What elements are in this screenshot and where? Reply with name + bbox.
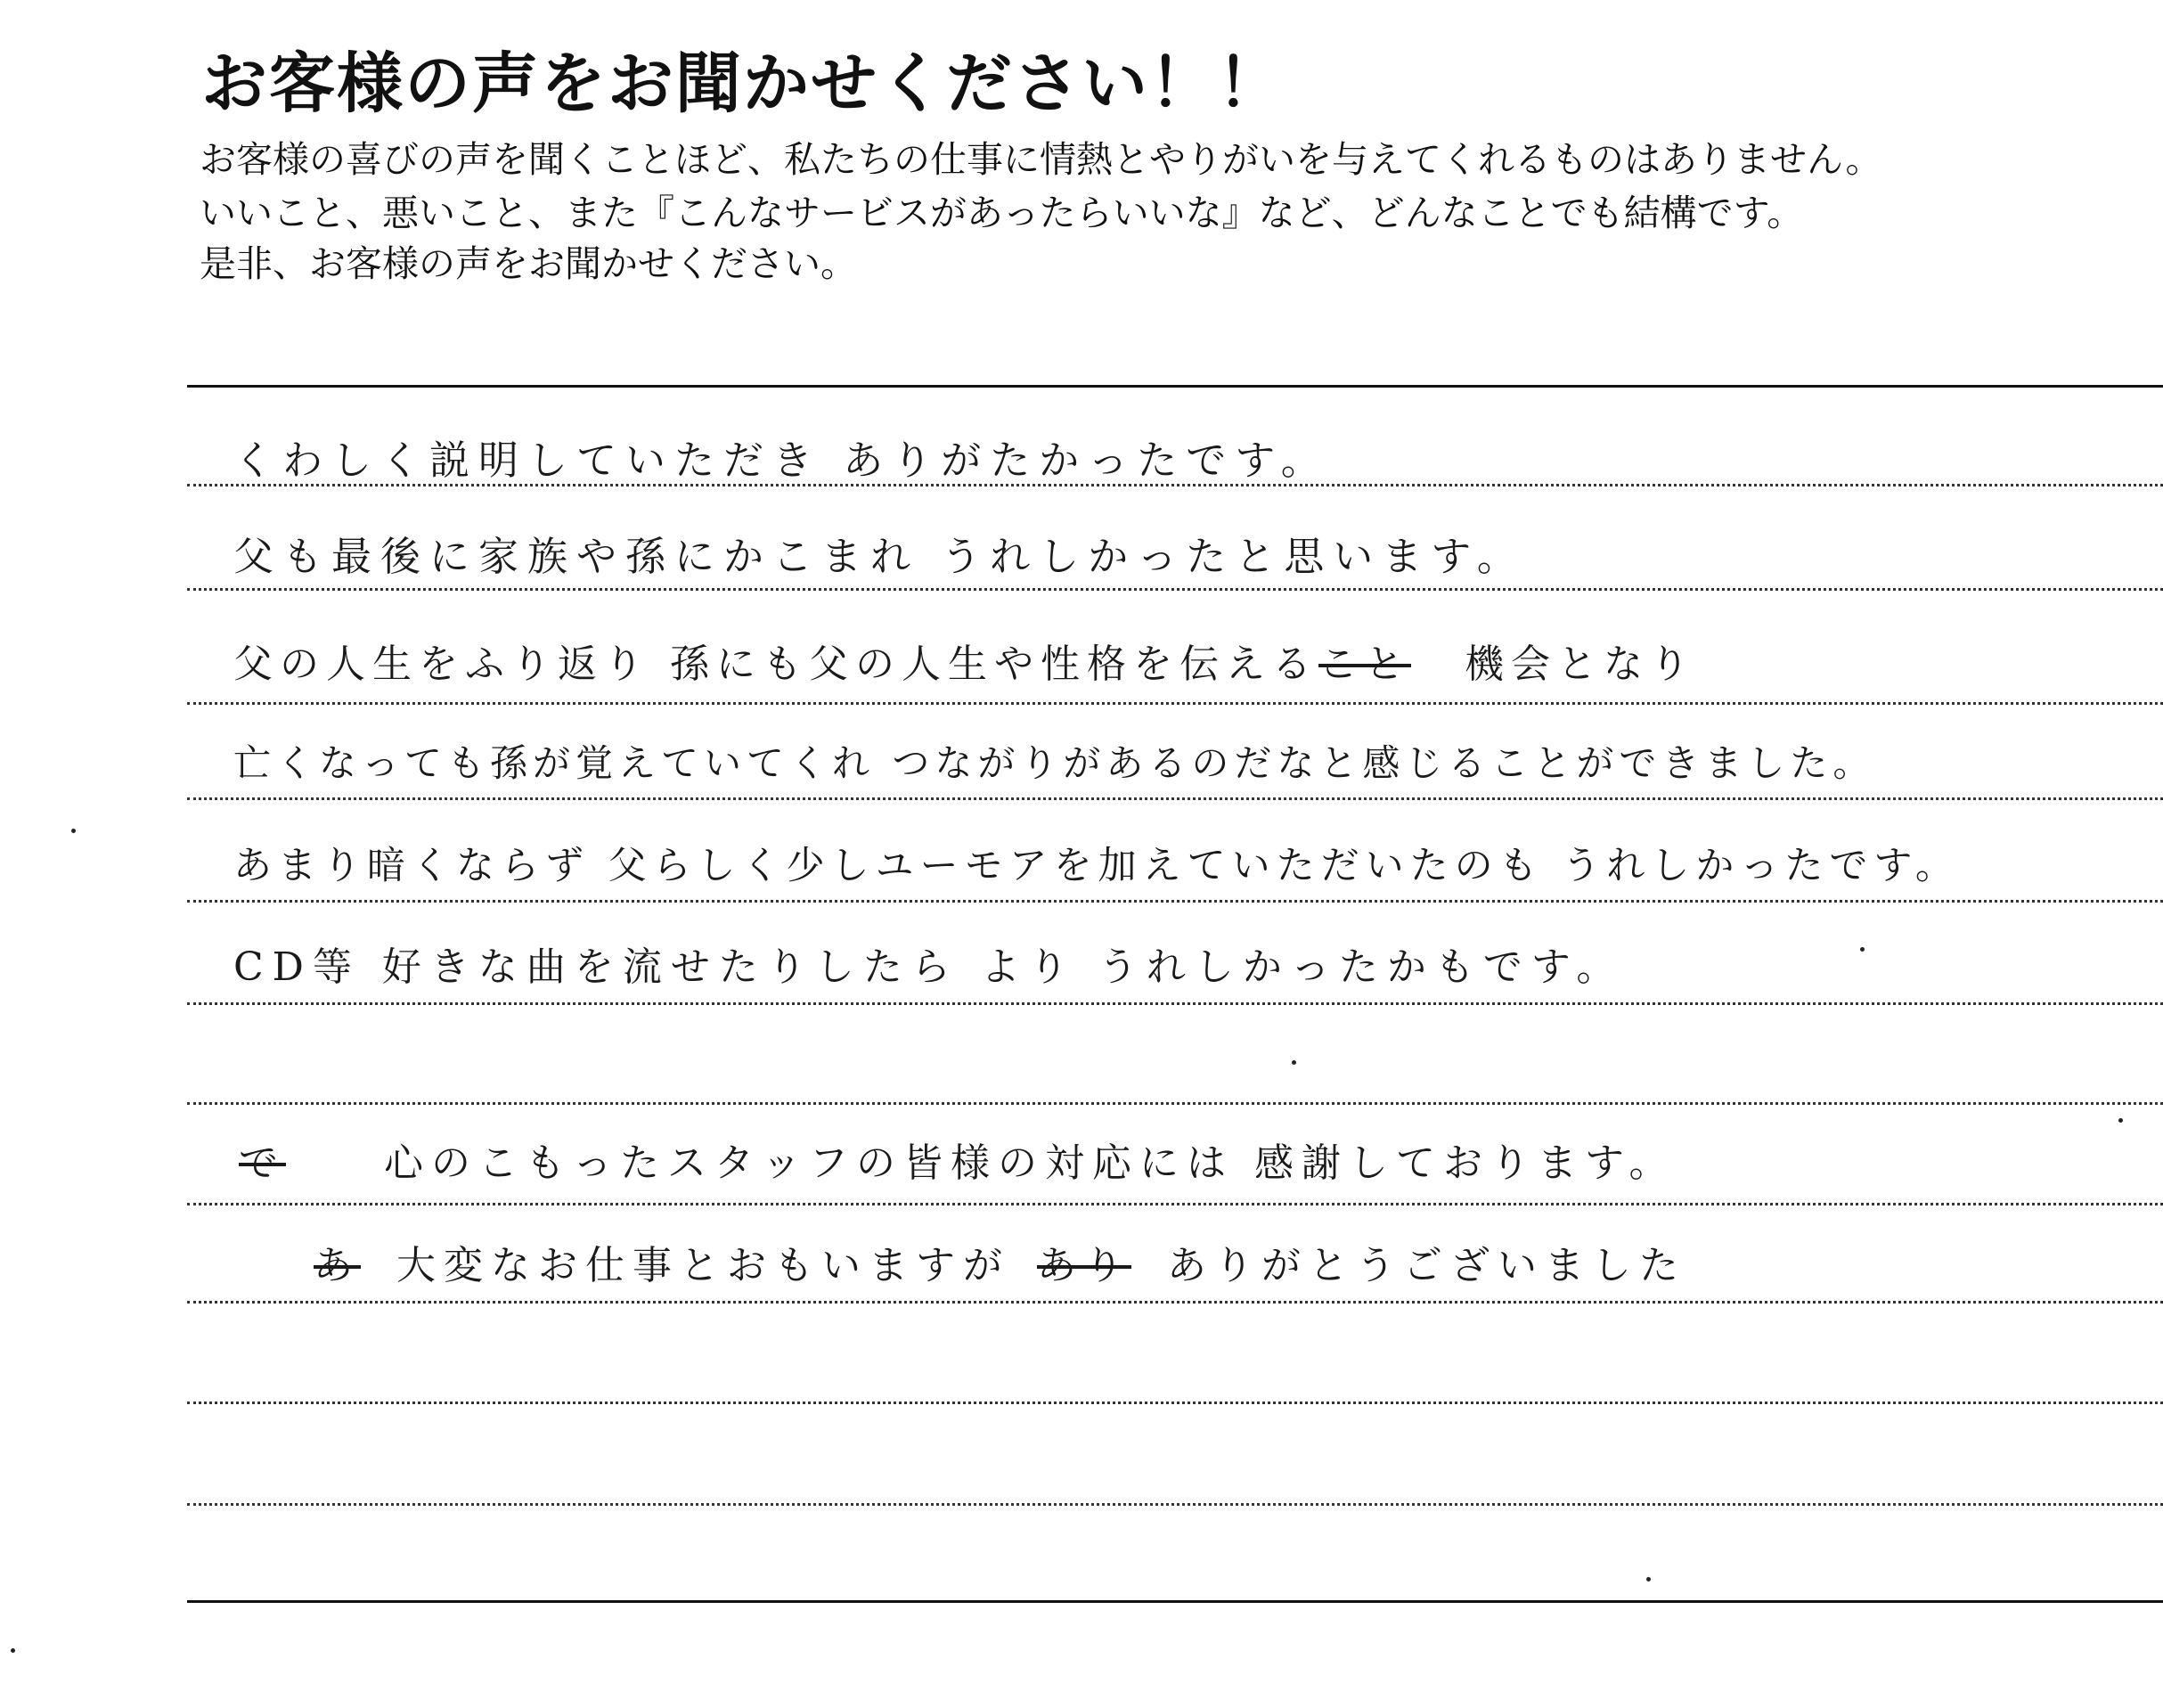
handwritten-line — [239, 1140, 1676, 1188]
scan-speck — [1646, 1577, 1651, 1581]
handwritten-text: 父の人生をふり返り 孫にも父の人生や性格を伝える — [233, 642, 1318, 687]
handwritten-text: ありがとうございました — [1167, 1243, 1686, 1288]
crossed-out-text: で — [239, 1140, 286, 1186]
dotted-writing-line — [187, 900, 2163, 903]
crossed-out-text: こと — [1318, 642, 1411, 687]
scan-speck — [11, 1648, 15, 1653]
dotted-writing-line — [187, 1503, 2163, 1506]
dotted-writing-line — [187, 1002, 2163, 1005]
dotted-writing-line — [187, 484, 2163, 486]
dotted-writing-line — [187, 588, 2163, 591]
handwritten-line — [233, 642, 1696, 689]
bottom-rule — [187, 1600, 2163, 1603]
handwritten-text: 機会となり — [1464, 642, 1696, 687]
handwritten-line — [314, 1243, 1686, 1290]
dotted-writing-line — [187, 702, 2163, 705]
handwritten-line: あまり暗くならず 父らしく少しユーモアを加えていただいたのも うれしかったです。 — [233, 844, 1960, 888]
handwritten-text: 心のこもったスタッフの皆様の対応には 感謝しております。 — [384, 1140, 1677, 1186]
dotted-writing-line — [187, 797, 2163, 800]
dotted-writing-line — [187, 1203, 2163, 1205]
handwritten-text: 大変なお仕事とおもいますが — [396, 1243, 1010, 1288]
crossed-out-text: あり — [1037, 1243, 1131, 1288]
scan-speck — [1292, 1060, 1296, 1065]
handwritten-line: くわしく説明していただき ありがたかったです。 — [233, 437, 1330, 484]
dotted-writing-line — [187, 1402, 2163, 1404]
form-title: お客様の声をお聞かせください！！ — [201, 45, 1285, 122]
scan-speck — [1860, 947, 1865, 952]
handwritten-line: CD等 好きな曲を流せたりしたら より うれしかったかもです。 — [233, 944, 1625, 990]
dotted-writing-line — [187, 1102, 2163, 1105]
scan-speck — [71, 829, 76, 833]
top-rule — [187, 385, 2163, 388]
intro-line-2: いいこと、悪いこと、また『こんなサービスがあったらいいな』など、どんなことでも結構です。 — [200, 192, 1804, 234]
dotted-writing-line — [187, 1301, 2163, 1303]
scan-speck — [2118, 1118, 2123, 1123]
intro-line-3: 是非、お客様の声をお聞かせください。 — [200, 242, 857, 285]
handwritten-line: 亡くなっても孫が覚えていてくれ つながりがあるのだなと感じることができました。 — [233, 741, 1876, 785]
intro-line-1: お客様の喜びの声を聞くことほど、私たちの仕事に情熱とやりがいを与えてくれるものはありません。 — [200, 138, 1882, 181]
handwritten-line: 父も最後に家族や孫にかこまれ うれしかったと思います。 — [233, 533, 1526, 580]
crossed-out-text: あ — [314, 1243, 361, 1288]
